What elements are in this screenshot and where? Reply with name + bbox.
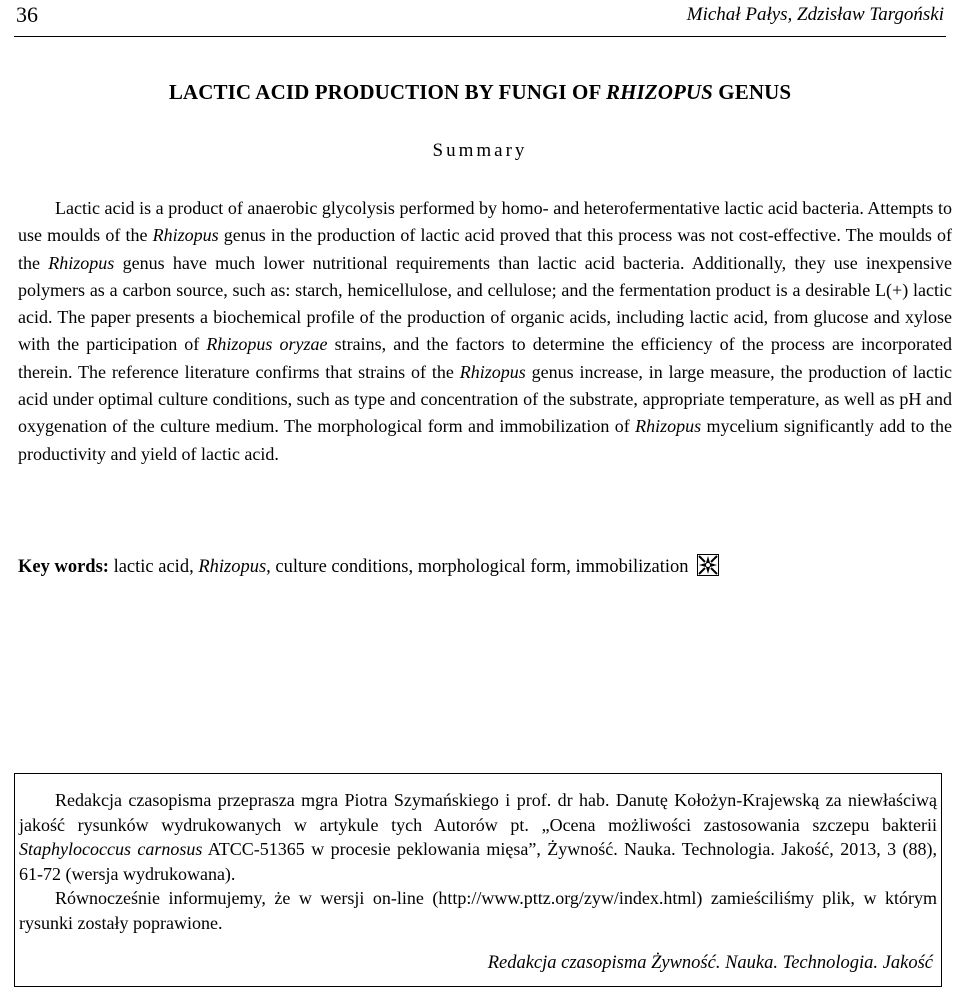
running-header-authors: Michał Pałys, Zdzisław Targoński <box>686 4 944 25</box>
erratum-text-1a: Redakcja czasopisma przeprasza mgra Piotra Szymańskiego i prof. dr hab. Danutę Kołożyn-Krajewską za niewłaściwą jakość rysunków wydrukowanych w artykule tych Autorów pt. „Ocena możliwości zastosowania szczepu bakterii <box>19 790 937 835</box>
abstract-text-4: strains, and the factors to determine the efficiency of the process are incorporated therein. The reference literature confirms that strains of the <box>18 334 952 382</box>
abstract-text-6: mycelium significantly add to the productivity and yield of lactic acid. <box>18 416 952 464</box>
running-header <box>14 0 946 37</box>
erratum-paragraph-1 <box>19 788 937 886</box>
page-number: 36 <box>16 2 38 27</box>
erratum-text <box>19 788 937 936</box>
keywords-line <box>18 554 952 581</box>
erratum-italic-species: Staphylococcus carnosus <box>19 839 203 860</box>
abstract-italic-4: Rhizopus <box>459 361 526 382</box>
erratum-text-1b: ATCC-51365 w procesie peklowania mięsa”, Żywność. Nauka. Technologia. Jakość, 2013, 3 (88), 61-72 (wersja wydrukowana). <box>19 839 937 884</box>
abstract-italic-2: Rhizopus <box>48 252 115 273</box>
title-part-1: LACTIC ACID PRODUCTION BY FUNGI OF <box>168 80 606 104</box>
abstract-text-3: genus have much lower nutritional requirements than lactic acid bacteria. Additionally, they use inexpensive polymers as a carbon source, such as: starch, hemicellulose, and cellulose; and the fermentation product is a desirable L(+) lactic acid. The paper presents a biochemical profile of the production of organic acids, including lactic acid, from glucose and xylose with the participation of <box>18 252 952 355</box>
abstract-paragraph <box>18 195 952 468</box>
abstract-text-2: genus in the production of lactic acid proved that this process was not cost-effective. The moulds of the <box>18 225 952 273</box>
abstract-italic-5: Rhizopus <box>635 416 702 437</box>
erratum-box <box>14 773 942 987</box>
summary-heading: Summary <box>432 140 528 161</box>
abstract-text-1: Lactic acid is a product of anaerobic glycolysis performed by homo- and heterofermentative lactic acid bacteria. Attempts to use moulds of the <box>18 198 952 246</box>
abstract-italic-1: Rhizopus <box>152 225 219 246</box>
title-italic-genus: RHIZOPUS <box>605 80 713 104</box>
keywords-label: Key words: <box>18 557 109 577</box>
erratum-signature: Redakcja czasopisma Żywność. Nauka. Technologia. Jakość <box>487 953 933 973</box>
article-title <box>0 80 960 105</box>
keywords-italic: Rhizopus, <box>198 557 271 577</box>
keywords-text-2: culture conditions, morphological form, immobilization <box>270 557 689 577</box>
erratum-paragraph-2: Równocześnie informujemy, że w wersji on-line (http://www.pttz.org/zyw/index.html) zamieściliśmy plik, w którym rysunki zostały poprawione. <box>19 888 937 933</box>
keywords-text-1: lactic acid, <box>108 557 199 577</box>
floral-ornament-icon <box>697 554 719 576</box>
abstract-italic-3: Rhizopus oryzae <box>206 334 328 355</box>
title-part-2: GENUS <box>712 80 792 104</box>
abstract-text-5: genus increase, in large measure, the production of lactic acid under optimal culture conditions, such as type and concentration of the substrate, appropriate temperature, as well as pH and oxygenation of the culture medium. The morphological form and immobilization of <box>18 361 953 437</box>
